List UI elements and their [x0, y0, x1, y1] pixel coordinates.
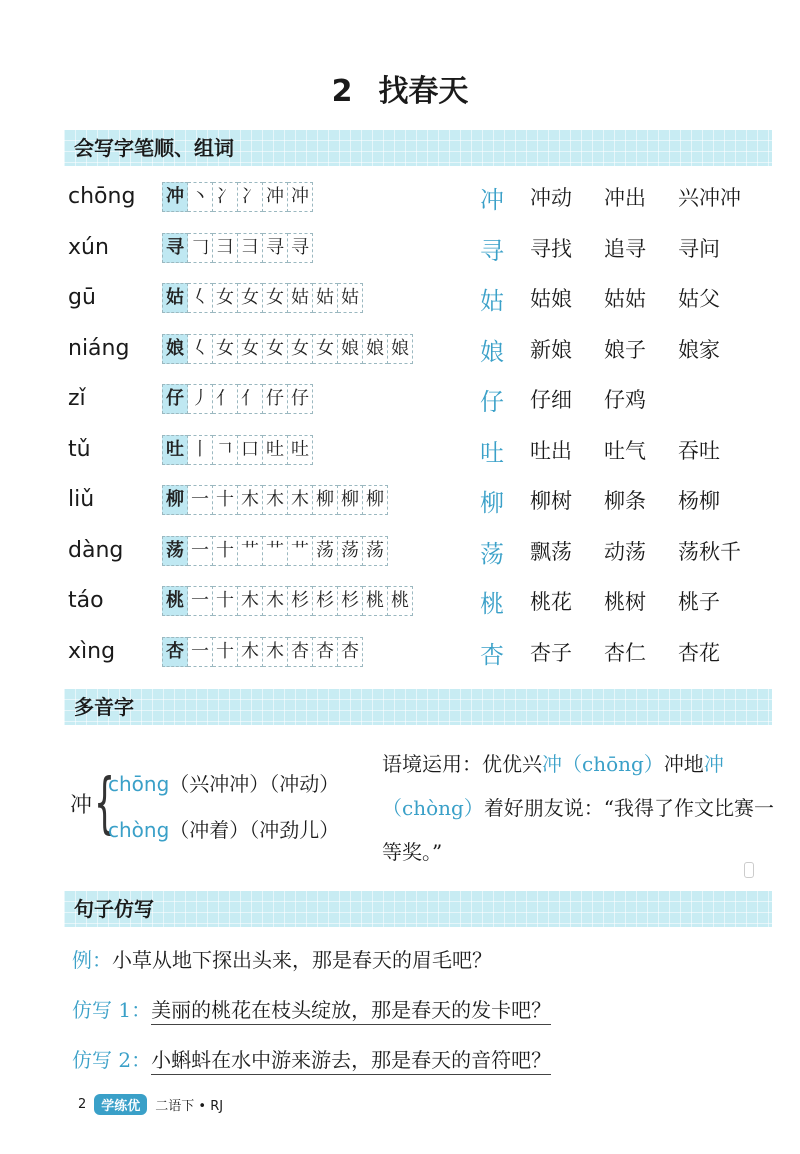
- char-display: 杏: [480, 640, 504, 669]
- stroke-cell: 寻: [263, 233, 288, 263]
- polyphone-reading-1: [108, 768, 339, 797]
- stroke-cell: 吐: [162, 435, 188, 465]
- stroke-cell: 女: [263, 334, 288, 364]
- stroke-cell: 木: [263, 586, 288, 616]
- stroke-cell: 女: [263, 283, 288, 313]
- example-label: 例：: [72, 948, 112, 972]
- word: 寻找: [530, 236, 572, 261]
- stroke-cell: 杉: [288, 586, 313, 616]
- stroke-cell: 艹: [238, 536, 263, 566]
- stroke-cell: 一: [188, 485, 213, 515]
- stroke-cell: 女: [288, 334, 313, 364]
- stroke-cell: 杏: [162, 637, 188, 667]
- stroke-cell: 𠃌: [188, 233, 213, 263]
- stroke-cell: 姑: [313, 283, 338, 313]
- stroke-cell: 𡿨: [188, 283, 213, 313]
- stroke-cell: 一: [188, 637, 213, 667]
- stroke-cell: 杏: [338, 637, 363, 667]
- lesson-number: 2: [331, 74, 353, 109]
- char-row: [68, 382, 778, 422]
- stroke-cell: 吐: [288, 435, 313, 465]
- char-row: [68, 584, 778, 624]
- char-pinyin: táo: [68, 588, 104, 613]
- stroke-cell: 柳: [363, 485, 388, 515]
- stroke-cell: 木: [263, 485, 288, 515]
- stroke-cell: 一: [188, 536, 213, 566]
- stroke-cell: 女: [238, 283, 263, 313]
- stroke-order: [162, 182, 313, 212]
- example-sentence: [72, 944, 492, 973]
- stroke-cell: 亻: [213, 384, 238, 414]
- word-group: [530, 334, 752, 364]
- word: 娘子: [604, 337, 646, 362]
- char-row: [68, 635, 778, 675]
- page-number: 2: [78, 1097, 87, 1112]
- char-row: [68, 483, 778, 523]
- stroke-cell: 女: [238, 334, 263, 364]
- word: 桃子: [678, 590, 720, 614]
- word: 荡秋千: [678, 539, 741, 564]
- char-display: 仔: [480, 388, 504, 416]
- stroke-order: [162, 536, 388, 566]
- stroke-order: [162, 485, 388, 515]
- brace-icon: {: [94, 764, 115, 841]
- char-display: 桃: [480, 590, 504, 618]
- stroke-cell: 彐: [238, 233, 263, 263]
- word: 吐出: [530, 438, 572, 463]
- word-group: [530, 182, 752, 212]
- char-pinyin: tǔ: [68, 436, 91, 462]
- char-display: 寻: [480, 236, 504, 265]
- char-row: [68, 534, 778, 574]
- polyphone-block: [70, 752, 370, 852]
- imitation-2-label: 仿写 2：: [72, 1048, 152, 1072]
- word: 追寻: [604, 236, 646, 261]
- stroke-order: [162, 586, 413, 616]
- stroke-cell: 丶: [188, 182, 213, 212]
- word: 姑娘: [530, 287, 572, 311]
- stroke-cell: 十: [213, 536, 238, 566]
- reading-1-pinyin: chōng: [108, 772, 170, 796]
- stroke-cell: 彐: [213, 233, 238, 263]
- stroke-cell: 桃: [388, 586, 413, 616]
- word: 柳树: [530, 489, 572, 513]
- stroke-cell: 杉: [338, 586, 363, 616]
- stroke-cell: 𠃍: [213, 435, 238, 465]
- char-pinyin: niáng: [68, 335, 130, 361]
- char-pinyin: dàng: [68, 537, 124, 563]
- word: 娘家: [678, 337, 720, 362]
- stroke-cell: 寻: [162, 233, 188, 263]
- char-display: 娘: [480, 337, 504, 366]
- stroke-cell: 艹: [288, 536, 313, 566]
- stroke-cell: 冫: [238, 182, 263, 212]
- stroke-order: [162, 334, 413, 364]
- stroke-cell: 冲: [263, 182, 288, 212]
- word: 仔细: [530, 388, 572, 412]
- section-band-poly: [64, 689, 772, 725]
- stroke-cell: 木: [288, 485, 313, 515]
- char-row: [68, 231, 778, 271]
- char-display: 姑: [480, 287, 504, 315]
- word: 吞吐: [678, 438, 720, 463]
- stroke-cell: 姑: [288, 283, 313, 313]
- char-pinyin: zǐ: [68, 386, 86, 411]
- stroke-cell: 娘: [162, 334, 188, 364]
- brand-logo: 学练优: [94, 1094, 147, 1115]
- word: 杏花: [678, 640, 720, 665]
- stroke-cell: 木: [238, 485, 263, 515]
- context-usage: [382, 742, 778, 874]
- stroke-cell: 仔: [162, 384, 188, 414]
- stroke-cell: 柳: [338, 485, 363, 515]
- stroke-cell: 仔: [263, 384, 288, 414]
- word: 冲动: [530, 186, 572, 210]
- stroke-cell: 荡: [162, 536, 188, 566]
- word: 姑姑: [604, 287, 646, 311]
- stroke-cell: 桃: [162, 586, 188, 616]
- word: 杨柳: [678, 489, 720, 513]
- char-row: [68, 332, 778, 372]
- imitation-2-text: 小蝌蚪在水中游来游去，那是春天的音符吧？: [151, 1048, 551, 1075]
- imitation-1-text: 美丽的桃花在枝头绽放，那是春天的发卡吧？: [151, 998, 551, 1025]
- word-group: [530, 435, 752, 465]
- stroke-cell: 木: [263, 637, 288, 667]
- word: 桃树: [604, 590, 646, 614]
- word-group: [530, 586, 752, 616]
- section-title-poly: 多音字: [74, 695, 134, 719]
- char-pinyin: liǔ: [68, 487, 95, 512]
- stroke-cell: 柳: [162, 485, 188, 515]
- page-footer: [78, 1094, 223, 1115]
- stroke-cell: 姑: [162, 283, 188, 313]
- word: 兴冲冲: [678, 186, 741, 210]
- reading-1-words: （兴冲冲）（冲动）: [169, 772, 340, 796]
- word: 杏仁: [604, 640, 646, 665]
- stroke-cell: 十: [213, 637, 238, 667]
- context-part-c: 冲地: [663, 752, 704, 776]
- char-display: 荡: [480, 539, 504, 568]
- word: 吐气: [604, 438, 646, 463]
- word-group: [530, 384, 678, 414]
- context-part-a: 语境运用：优优兴: [382, 752, 542, 776]
- stroke-cell: 口: [238, 435, 263, 465]
- polyphone-reading-2: [108, 814, 339, 843]
- word: 飘荡: [530, 539, 572, 564]
- stroke-cell: 𡿨: [188, 334, 213, 364]
- example-text: 小草从地下探出头来，那是春天的眉毛吧？: [112, 948, 492, 972]
- stroke-order: [162, 637, 363, 667]
- stroke-cell: 冲: [162, 182, 188, 212]
- stroke-cell: 杏: [313, 637, 338, 667]
- stroke-cell: 仔: [288, 384, 313, 414]
- stroke-cell: 女: [213, 334, 238, 364]
- word: 动荡: [604, 539, 646, 564]
- word-group: [530, 233, 752, 263]
- char-pinyin: gū: [68, 285, 96, 310]
- reading-2-pinyin: chòng: [108, 818, 170, 842]
- stroke-cell: 艹: [263, 536, 288, 566]
- char-display: 冲: [480, 186, 504, 214]
- word: 冲出: [604, 186, 646, 210]
- stroke-cell: 女: [313, 334, 338, 364]
- reading-2-words: （冲着）（冲劲儿）: [169, 818, 340, 842]
- grade-label: 二语下 • RJ: [155, 1099, 224, 1114]
- stroke-cell: 冫: [213, 182, 238, 212]
- word-group: [530, 283, 752, 313]
- page-mark: [744, 862, 754, 878]
- stroke-cell: 木: [238, 586, 263, 616]
- stroke-cell: 姑: [338, 283, 363, 313]
- stroke-cell: 一: [188, 586, 213, 616]
- stroke-cell: 寻: [288, 233, 313, 263]
- word: 新娘: [530, 337, 572, 362]
- section-title-imitate: 句子仿写: [74, 897, 154, 921]
- word: 杏子: [530, 640, 572, 665]
- stroke-cell: 十: [213, 586, 238, 616]
- char-row: [68, 281, 778, 321]
- stroke-cell: 冲: [288, 182, 313, 212]
- context-part-d: 冲（chòng）: [382, 752, 724, 820]
- context-part-e: 着好朋友说：“我得了作文比赛一等奖。”: [382, 796, 775, 864]
- stroke-cell: 荡: [338, 536, 363, 566]
- imitation-1-label: 仿写 1：: [72, 998, 152, 1022]
- word: 仔鸡: [604, 388, 646, 412]
- word-group: [530, 536, 752, 566]
- word: 寻问: [678, 236, 720, 261]
- char-row: [68, 180, 778, 220]
- stroke-cell: 杉: [313, 586, 338, 616]
- word: 桃花: [530, 590, 572, 614]
- stroke-order: [162, 384, 313, 414]
- lesson-title: [0, 66, 800, 110]
- polyphone-char: 冲: [70, 793, 93, 818]
- section-title-write: 会写字笔顺、组词: [74, 136, 234, 160]
- word-group: [530, 485, 752, 515]
- stroke-cell: 杏: [288, 637, 313, 667]
- char-pinyin: xìng: [68, 638, 116, 664]
- lesson-name: 找春天: [378, 74, 469, 109]
- char-row: [68, 433, 778, 473]
- stroke-cell: 荡: [313, 536, 338, 566]
- stroke-cell: 荡: [363, 536, 388, 566]
- stroke-cell: 吐: [263, 435, 288, 465]
- word-group: [530, 637, 752, 667]
- section-band-imitate: [64, 891, 772, 927]
- stroke-cell: 女: [213, 283, 238, 313]
- stroke-order: [162, 233, 313, 263]
- stroke-cell: 十: [213, 485, 238, 515]
- stroke-order: [162, 283, 363, 313]
- stroke-cell: 柳: [313, 485, 338, 515]
- word: 姑父: [678, 287, 720, 311]
- imitation-2: [72, 1044, 551, 1073]
- word: 柳条: [604, 489, 646, 513]
- char-display: 吐: [480, 438, 504, 467]
- imitation-1: [72, 994, 551, 1023]
- stroke-cell: 娘: [363, 334, 388, 364]
- stroke-cell: 娘: [338, 334, 363, 364]
- context-part-b: 冲（chōng）: [542, 752, 664, 776]
- char-pinyin: xún: [68, 234, 109, 260]
- char-display: 柳: [480, 489, 504, 517]
- stroke-cell: 娘: [388, 334, 413, 364]
- stroke-cell: 丨: [188, 435, 213, 465]
- stroke-cell: 桃: [363, 586, 388, 616]
- stroke-cell: 亻: [238, 384, 263, 414]
- stroke-order: [162, 435, 313, 465]
- stroke-cell: 丿: [188, 384, 213, 414]
- stroke-cell: 木: [238, 637, 263, 667]
- char-pinyin: chōng: [68, 184, 136, 209]
